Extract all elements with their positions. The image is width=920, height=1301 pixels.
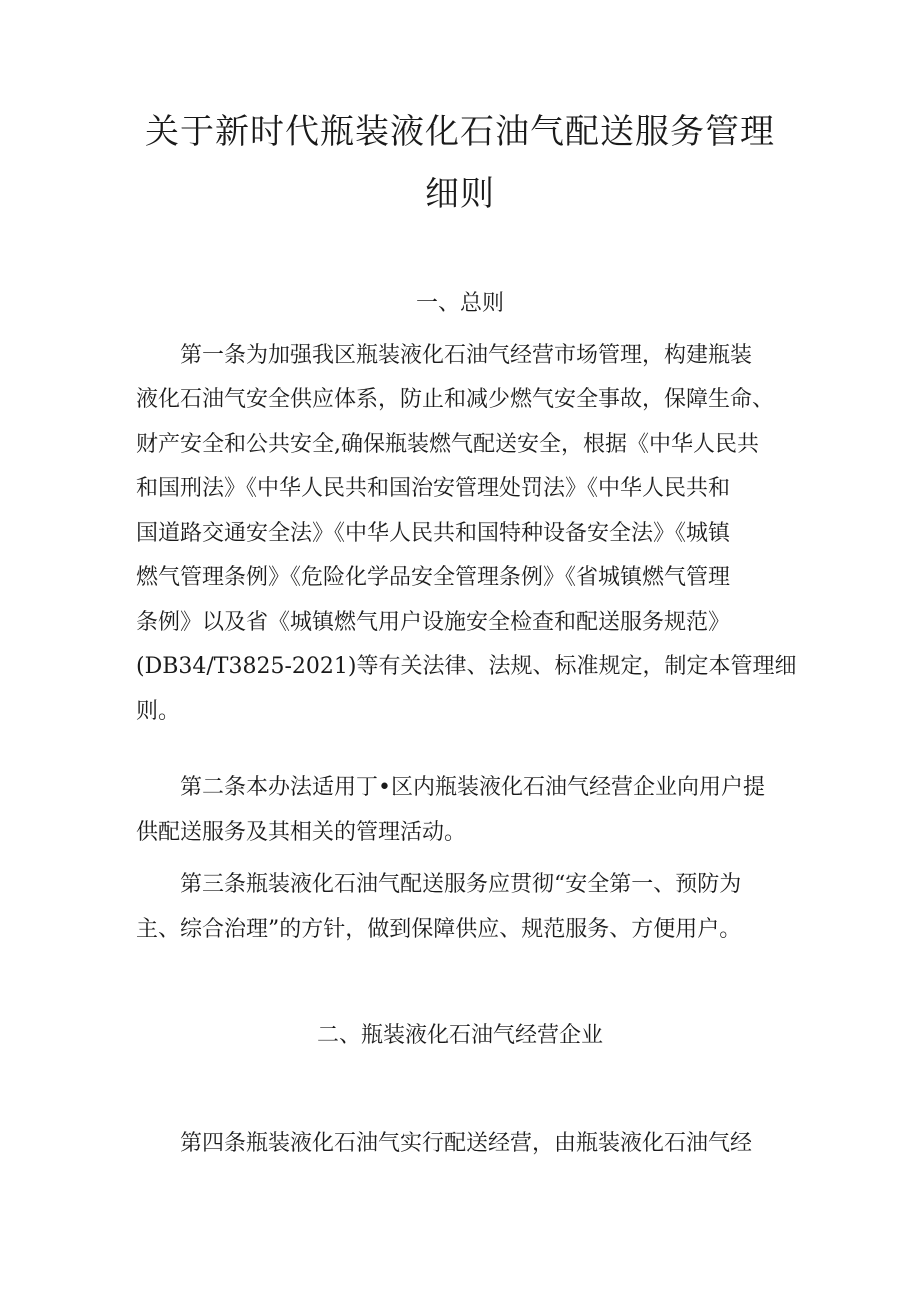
article-3-line: 主、综合治理”的方针，做到保障供应、规范服务、方便用户。 xyxy=(136,917,742,942)
article-1-line: 则。 xyxy=(136,699,181,724)
article-2-line: 第二条本办法适用丁•区内瓶装液化石油气经营企业向用户提 xyxy=(180,775,765,800)
article-1-line: 燃气管理条例》《危险化学品安全管理条例》《省城镇燃气管理 xyxy=(136,565,731,590)
article-1-line: 条例》以及省《城镇燃气用户设施安全检查和配送服务规范》 xyxy=(136,610,731,635)
document-title-line-2: 细则 xyxy=(425,174,495,214)
section-heading-general: 一、总则 xyxy=(415,291,504,316)
article-1-line: 财产安全和公共安全,确保瓶装燃气配送安全，根据《中华人民共 xyxy=(136,432,759,457)
article-4-line: 第四条瓶装液化石油气实行配送经营，由瓶装液化石油气经 xyxy=(180,1131,753,1156)
article-1-line: 和国刑法》《中华人民共和国治安管理处罚法》《中华人民共和 xyxy=(136,476,731,501)
article-1-line: 国道路交通安全法》《中华人民共和国特种设备安全法》《城镇 xyxy=(136,521,731,546)
article-1-line: (DB34/T3825-2021)等有关法律、法规、标准规定，制定本管理细 xyxy=(136,654,797,679)
article-2-line: 供配送服务及其相关的管理活动。 xyxy=(136,820,467,845)
document-title-line-1: 关于新时代瓶装液化石油气配送服务管理 xyxy=(145,112,775,152)
article-3-line: 第三条瓶装液化石油气配送服务应贯彻“安全第一、预防为 xyxy=(180,872,742,897)
article-1-line: 第一条为加强我区瓶装液化石油气经营市场管理，构建瓶装 xyxy=(180,343,753,368)
article-1-line: 液化石油气安全供应体系，防止和减少燃气安全事故，保障生命、 xyxy=(136,387,775,412)
section-heading-enterprises: 二、瓶装液化石油气经营企业 xyxy=(316,1023,603,1048)
